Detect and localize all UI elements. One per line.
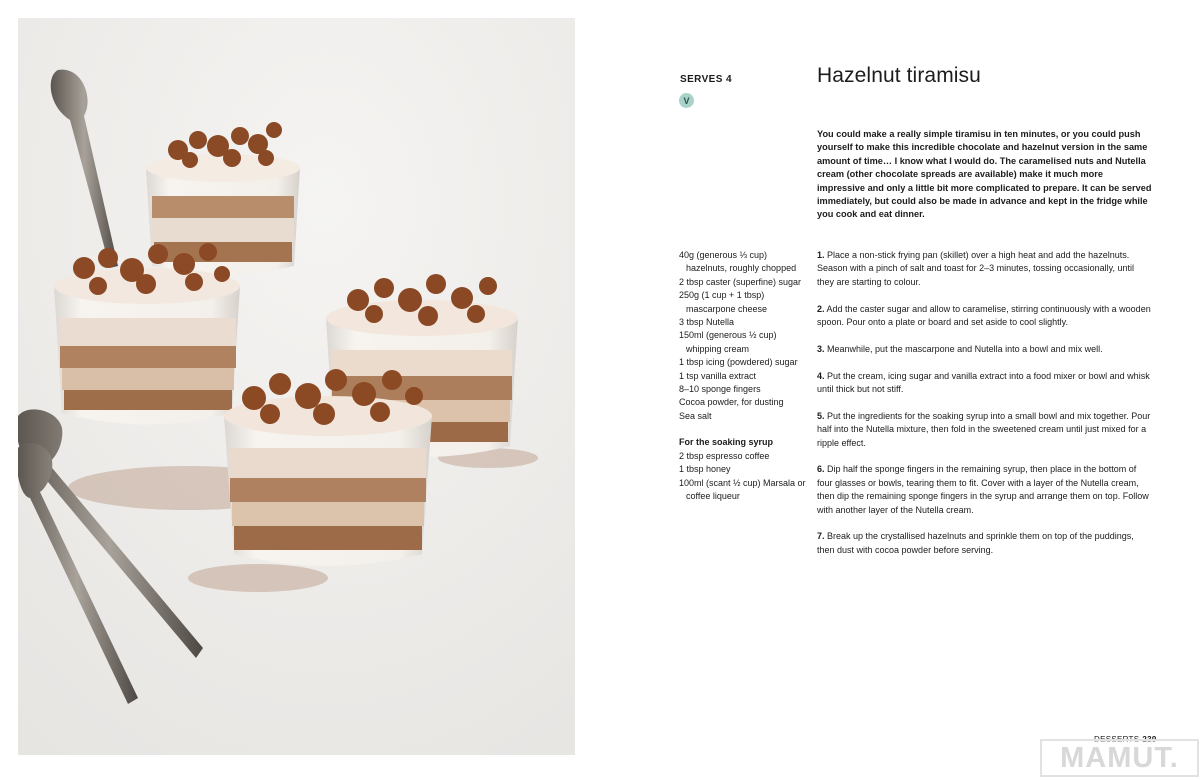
vegetarian-badge-icon — [679, 93, 694, 108]
ingredient-item: Sea salt — [679, 410, 712, 421]
method-step — [817, 343, 1153, 356]
ingredient-item: Cocoa powder, for dusting — [679, 397, 784, 408]
step-text: Meanwhile, put the mascarpone and Nutella into a bowl and mix well. — [827, 343, 1103, 354]
step-number: 6. — [817, 464, 825, 475]
step-number: 1. — [817, 250, 825, 260]
ingredient-item: 8–10 sponge fingers — [679, 384, 761, 395]
step-text: Put the ingredients for the soaking syrup into a small bowl and mix together. Pour half into the Nutella mixture, then fold in the sweetened cream until just mixed for a ripple effect. — [817, 410, 1151, 448]
method-step — [817, 463, 1153, 517]
syrup-item: 1 tbsp honey — [679, 464, 731, 475]
vegetarian-badge-label: V — [683, 95, 690, 106]
syrup-item: 2 tbsp espresso coffee — [679, 450, 770, 461]
method-step — [817, 249, 1153, 289]
ingredient-item: 1 tsp vanilla extract — [679, 370, 757, 381]
ingredients-list — [679, 249, 807, 503]
syrup-heading: For the soaking syrup — [679, 437, 774, 448]
ingredient-item: 250g (1 cup + 1 tbsp) mascarpone cheese — [679, 290, 768, 314]
ingredient-item: 40g (generous ⅓ cup) hazelnuts, roughly chopped — [679, 250, 797, 274]
step-number: 3. — [817, 343, 825, 354]
step-number: 4. — [817, 370, 825, 381]
ingredient-item: 2 tbsp caster (superfine) sugar — [679, 276, 802, 287]
step-text: Put the cream, icing sugar and vanilla extract into a food mixer or bowl and whisk until thick but not stiff. — [817, 370, 1150, 395]
syrup-item: 100ml (scant ½ cup) Marsala or coffee liqueur — [679, 477, 806, 501]
ingredient-item: 1 tbsp icing (powdered) sugar — [679, 357, 798, 368]
method-steps — [817, 249, 1153, 571]
recipe-title: Hazelnut tiramisu — [817, 64, 981, 87]
recipe-photo — [18, 18, 575, 755]
ingredient-item: 3 tbsp Nutella — [679, 317, 735, 328]
step-text: Dip half the sponge fingers in the remaining syrup, then place in the bottom of four glasses or bowls, tearing them to fit. Cover with a layer of the Nutella cream, then dip the remaining sponge fingers in the syrup and arrange them on top. Follow with another layer of the Nutella cream. — [817, 464, 1149, 515]
step-text: Add the caster sugar and allow to caramelise, stirring continuously with a wooden spoon. Pour onto a plate or board and set aside to cool slightly. — [817, 303, 1151, 328]
method-step — [817, 370, 1153, 397]
serves-label: SERVES 4 — [680, 74, 732, 85]
step-number: 7. — [817, 531, 825, 542]
recipe-intro: You could make a really simple tiramisu in ten minutes, or you could push yourself to make this incredible chocolate and hazelnut version in the same amount of time… I know what I would do. The caramelised nuts and Nutella cream (other chocolate spreads are available) make it much more impressive and only a little bit more complicated to prepare. It can be served immediately, but could also be made in advance and kept in the fridge while you cook and eat dinner. — [817, 129, 1152, 220]
ingredient-item: 150ml (generous ½ cup) whipping cream — [679, 330, 777, 354]
method-step — [817, 303, 1153, 330]
step-text: Place a non-stick frying pan (skillet) over a high heat and add the hazelnuts. Season with a pinch of salt and toast for 2–3 minutes, tossing occasionally, until they are starting to colour. — [817, 250, 1135, 287]
watermark-logo: MAMUT. — [1040, 739, 1199, 777]
step-text: Break up the crystallised hazelnuts and sprinkle them on top of the puddings, then dust with cocoa powder before serving. — [817, 531, 1134, 555]
step-number: 5. — [817, 410, 825, 421]
method-step — [817, 410, 1153, 450]
step-number: 2. — [817, 303, 825, 314]
method-step — [817, 530, 1153, 557]
